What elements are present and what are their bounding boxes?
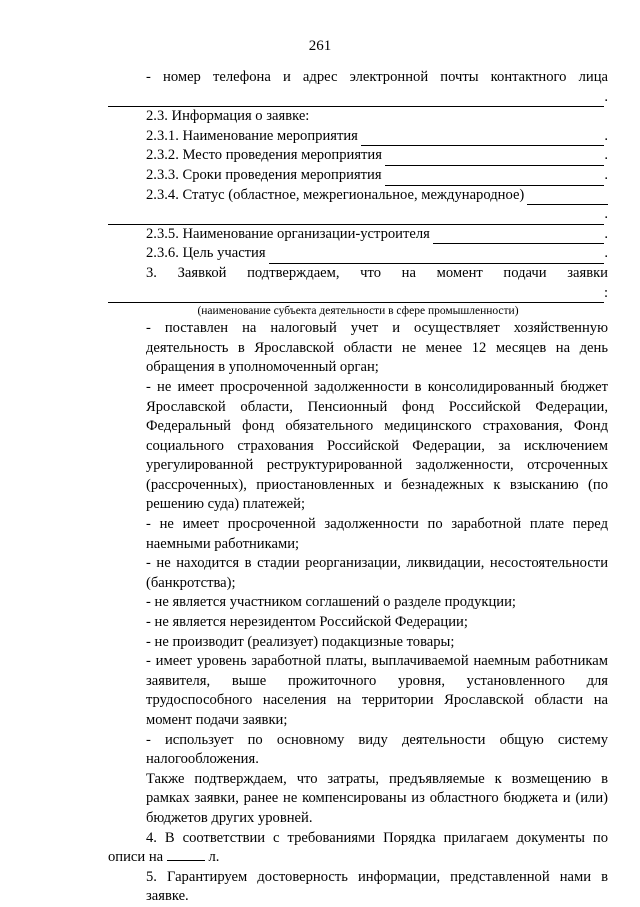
field-event-status-input[interactable] bbox=[527, 189, 608, 205]
field-event-dates bbox=[108, 166, 608, 186]
field-event-dates-period: . bbox=[604, 166, 608, 183]
section-4-line1: 4. В соответствии с требованиями Порядка прилагаем документы по bbox=[146, 829, 608, 846]
field-purpose-label: 2.3.6. Цель участия bbox=[146, 245, 266, 262]
condition-no-psa: - не является участником соглашений о разделе продукции; bbox=[146, 594, 516, 611]
field-purpose-input[interactable] bbox=[269, 248, 605, 264]
subject-name-input[interactable] bbox=[108, 288, 604, 303]
condition-tax-registration: - поставлен на налоговый учет и осуществляет хозяйственную деятельность в Ярославской области не менее 12 месяцев на день обращения в уполномоченный орган; bbox=[146, 320, 608, 376]
contact-underline[interactable] bbox=[108, 92, 604, 107]
section-4-inventory-label: описи на bbox=[108, 849, 164, 866]
page-number: 261 bbox=[308, 38, 332, 54]
sheet-count-input[interactable] bbox=[167, 848, 205, 861]
condition-general-tax-system: - использует по основному виду деятельности общую систему налогообложения. bbox=[146, 731, 608, 768]
field-purpose-period: . bbox=[604, 245, 608, 262]
document-body bbox=[108, 68, 608, 907]
field-event-place bbox=[108, 146, 608, 166]
field-event-name-label: 2.3.1. Наименование мероприятия bbox=[146, 127, 358, 144]
subject-name-line bbox=[108, 284, 608, 304]
field-event-name-period: . bbox=[604, 127, 608, 144]
contact-line: - номер телефона и адрес электронной почты контактного лица bbox=[146, 69, 608, 85]
field-organizer-period: . bbox=[604, 225, 608, 242]
condition-salary-level: - имеет уровень заработной платы, выплачиваемой наемным работникам заявителя, выше прожиточного уровня, установленного для трудоспособного населения на территории Ярославской области на момент подачи заявки; bbox=[146, 653, 608, 728]
field-event-place-input[interactable] bbox=[385, 150, 604, 166]
field-event-dates-input[interactable] bbox=[385, 170, 605, 186]
condition-no-wage-debt: - не имеет просроченной задолженности по заработной плате перед наемными работниками; bbox=[146, 516, 608, 552]
field-organizer-input[interactable] bbox=[433, 228, 604, 244]
subject-name-caption: (наименование субъекта деятельности в сфере промышленности) bbox=[197, 305, 519, 318]
confirmation-costs: Также подтверждаем, что затраты, предъявляемые к возмещению в рамках заявки, ранее не компенсированы из областного бюджета и (или) бюджетов других уровней. bbox=[146, 770, 608, 826]
field-event-name-input[interactable] bbox=[361, 130, 604, 146]
field-purpose bbox=[108, 244, 608, 264]
section-4-line2 bbox=[108, 848, 608, 868]
section-2-3-heading: 2.3. Информация о заявке: bbox=[146, 108, 310, 125]
field-event-place-label: 2.3.2. Место проведения мероприятия bbox=[146, 147, 382, 164]
field-event-place-period: . bbox=[604, 147, 608, 164]
field-event-status-line2 bbox=[108, 205, 608, 225]
field-event-dates-label: 2.3.3. Сроки проведения мероприятия bbox=[146, 166, 382, 183]
contact-period: . bbox=[604, 88, 608, 105]
condition-no-reorganization: - не находится в стадии реорганизации, ликвидации, несостоятельности (банкротства); bbox=[146, 555, 608, 591]
field-event-status-input-2[interactable] bbox=[108, 210, 604, 225]
condition-not-nonresident: - не является нерезидентом Российской Федерации; bbox=[146, 614, 468, 631]
subject-name-colon: : bbox=[603, 284, 608, 301]
field-event-name bbox=[108, 127, 608, 147]
section-3-intro: 3. Заявкой подтверждаем, что на момент подачи заявки bbox=[146, 264, 608, 281]
field-event-status-label: 2.3.4. Статус (областное, межрегиональное, международное) bbox=[146, 186, 525, 203]
field-event-status bbox=[108, 186, 608, 206]
field-organizer bbox=[108, 225, 608, 245]
contact-fill-line bbox=[108, 88, 608, 108]
condition-no-excise-goods: - не производит (реализует) подакцизные товары; bbox=[146, 633, 455, 650]
condition-no-budget-debt: - не имеет просроченной задолженности в консолидированный бюджет Ярославской области, Пенсионный фонд Российской Федерации, Федеральный фонд обязательного медицинского страхования, Фонд социального страхования Российской Федерации, за исключением урегулированной реструктурированной задолженности, отсроченных (рассроченных), приостановленных и безнадежных к взысканию (по решению суда) платежей; bbox=[146, 378, 608, 513]
section-5-guarantee: 5. Гарантируем достоверность информации, представленной нами в заявке. bbox=[146, 868, 608, 905]
section-4-sheets-unit: л. bbox=[208, 849, 220, 866]
field-organizer-label: 2.3.5. Наименование организации-устроителя bbox=[146, 225, 430, 242]
field-event-status-period: . bbox=[604, 206, 608, 223]
